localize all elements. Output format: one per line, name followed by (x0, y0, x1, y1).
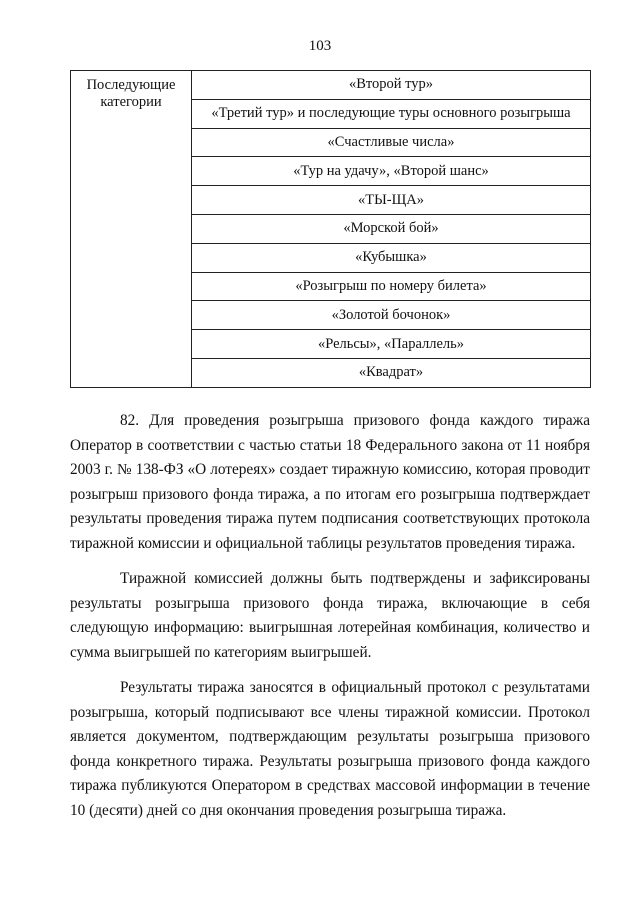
paragraph-protocol: Результаты тиража заносятся в официальный протокол с результатами розыгрыша, который подписывают все члены тиражной комиссии. Протокол является документом, подтверждающим результаты розыгрыша призового фонда конкретного тиража. Результаты розыгрыша призового фонда каждого тиража публикуются Оператором в средствах массовой информации в течение 10 (десяти) дней со дня окончания проведения розыгрыша тиража. (70, 679, 590, 819)
lottery-categories-table (70, 70, 591, 388)
paragraph-82: 82. Для проведения розыгрыша призового фонда каждого тиража Оператор в соответствии с частью статьи 18 Федерального закона от 11 ноября 2003 г. № 138-ФЗ «О лотереях» создает тиражную комиссию, которая проводит розыгрыш призового фонда тиража, а по итогам его розыгрыша подтверждает результаты проведения тиража путем подписания соответствующих протокола тиражной комиссии и официальной таблицы результатов проведения тиража. (70, 412, 590, 552)
game-cell: «Морской бой» (192, 214, 591, 243)
game-cell: «Золотой бочонок» (192, 301, 591, 330)
game-cell: «Рельсы», «Параллель» (192, 330, 591, 359)
category-cell: Последующие категории (71, 71, 192, 388)
game-cell: «Квадрат» (192, 358, 591, 387)
paragraph-commission-results: Тиражной комиссией должны быть подтверждены и зафиксированы результаты розыгрыша призового фонда тиража, включающие в себя следующую информацию: выигрышная лотерейная комбинация, количество и сумма выигрышей по категориям выигрышей. (70, 570, 590, 661)
game-cell: «Розыгрыш по номеру билета» (192, 272, 591, 301)
table-row (71, 71, 591, 100)
game-cell: «Второй тур» (192, 71, 591, 100)
game-cell: «Третий тур» и последующие туры основного розыгрыша (192, 99, 591, 128)
game-cell: «Кубышка» (192, 243, 591, 272)
game-cell: «ТЫ-ЩА» (192, 186, 591, 215)
body-text (70, 409, 590, 834)
game-cell: «Счастливые числа» (192, 128, 591, 157)
game-cell: «Тур на удачу», «Второй шанс» (192, 157, 591, 186)
page-number: 103 (308, 38, 332, 54)
